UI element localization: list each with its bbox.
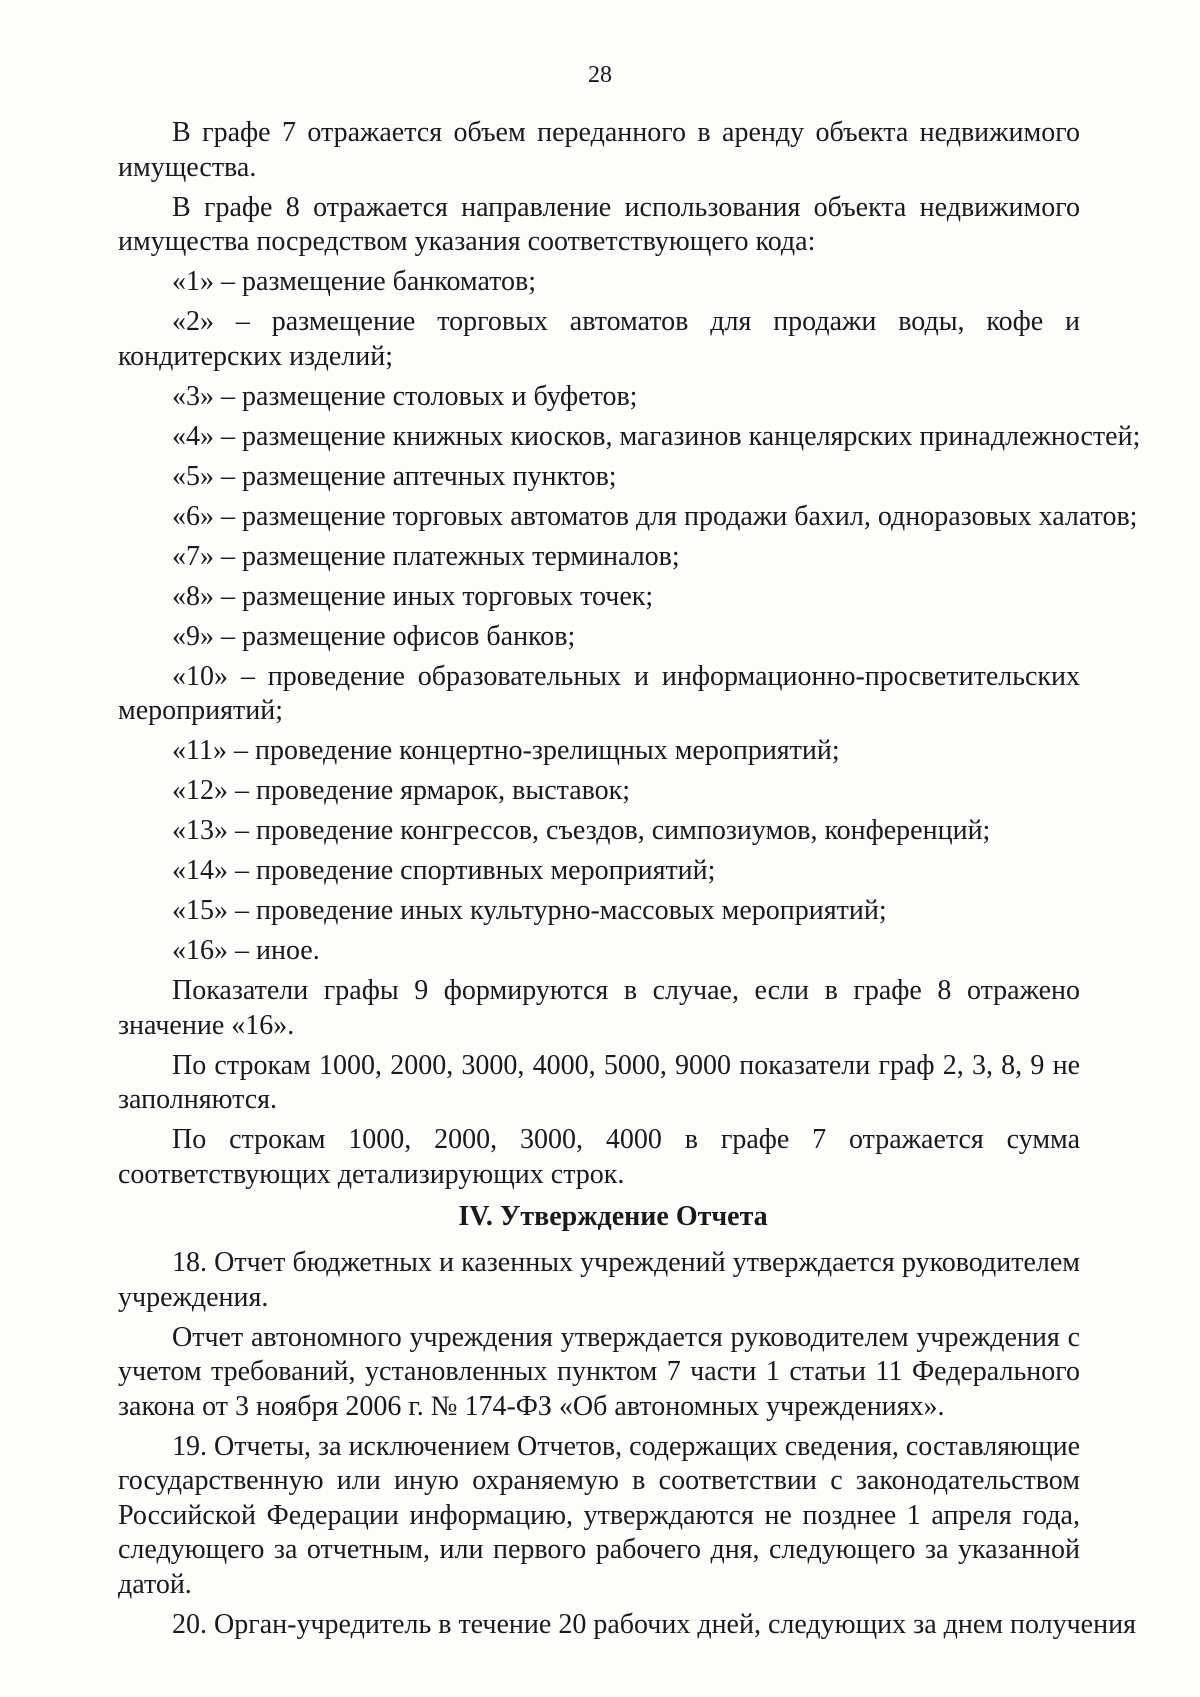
paragraph-graph-7: В графе 7 отражается объем переданного в аренду объекта недвижимого имущества. <box>118 117 1080 183</box>
code-item-7: «7» – размещение платежных терминалов; <box>172 540 680 572</box>
document-body <box>118 116 1141 1648</box>
paragraph-autonomous: Отчет автономного учреждения утверждается руководителем учреждения с учетом требований, установленных пунктом 7 части 1 статьи 11 Федерального закона от 3 ноября 2006 г. № 174-ФЗ «Об автономных учреждениях». <box>118 1321 1080 1422</box>
code-item-13: «13» – проведение конгрессов, съездов, симпозиумов, конференций; <box>172 815 991 846</box>
code-item-8: «8» – размещение иных торговых точек; <box>172 580 654 612</box>
code-item-5: «5» – размещение аптечных пунктов; <box>172 460 617 492</box>
code-item-2: «2» – размещение торговых автоматов для продажи воды, кофе и кондитерских изделий; <box>118 306 1080 372</box>
code-item-9: «9» – размещение офисов банков; <box>172 620 576 652</box>
section-heading: IV. Утверждение Отчета <box>458 1201 768 1232</box>
page-number: 28 <box>588 62 612 88</box>
code-item-4: «4» – размещение книжных киосков, магазинов канцелярских принадлежностей; <box>172 420 1141 452</box>
code-item-10: «10» – проведение образовательных и информационно-просветительских мероприятий; <box>118 660 1080 726</box>
paragraph-18: 18. Отчет бюджетных и казенных учреждений утверждается руководителем учреждения. <box>118 1247 1080 1313</box>
paragraph-19: 19. Отчеты, за исключением Отчетов, содержащих сведения, составляющие государственную или иную охраняемую в соответствии с законодательством Российской Федерации информацию, утверждаются не позднее 1 апреля года, следующего за отчетным, или первого рабочего дня, следующего за указанной датой. <box>118 1430 1080 1600</box>
code-item-11: «11» – проведение концертно-зрелищных мероприятий; <box>172 735 840 766</box>
code-item-12: «12» – проведение ярмарок, выставок; <box>172 775 631 806</box>
paragraph-graph-9: Показатели графы 9 формируются в случае, если в графе 8 отражено значение «16». <box>118 975 1080 1041</box>
paragraph-rows-not-filled: По строкам 1000, 2000, 3000, 4000, 5000, 9000 показатели граф 2, 3, 8, 9 не заполняются. <box>118 1049 1080 1115</box>
code-item-1: «1» – размещение банкоматов; <box>172 266 537 297</box>
code-item-14: «14» – проведение спортивных мероприятий; <box>172 855 716 886</box>
code-item-16: «16» – иное. <box>172 935 320 966</box>
code-item-3: «3» – размещение столовых и буфетов; <box>172 380 638 412</box>
code-item-15: «15» – проведение иных культурно-массовых мероприятий; <box>172 895 887 926</box>
code-item-6: «6» – размещение торговых автоматов для продажи бахил, одноразовых халатов; <box>172 500 1138 532</box>
paragraph-rows-sum: По строкам 1000, 2000, 3000, 4000 в графе 7 отражается сумма соответствующих детализирующих строк. <box>118 1124 1080 1190</box>
paragraph-graph-8: В графе 8 отражается направление использования объекта недвижимого имущества посредством указания соответствующего кода: <box>118 191 1080 257</box>
paragraph-20: 20. Орган-учредитель в течение 20 рабочих дней, следующих за днем получения <box>172 1608 1136 1640</box>
